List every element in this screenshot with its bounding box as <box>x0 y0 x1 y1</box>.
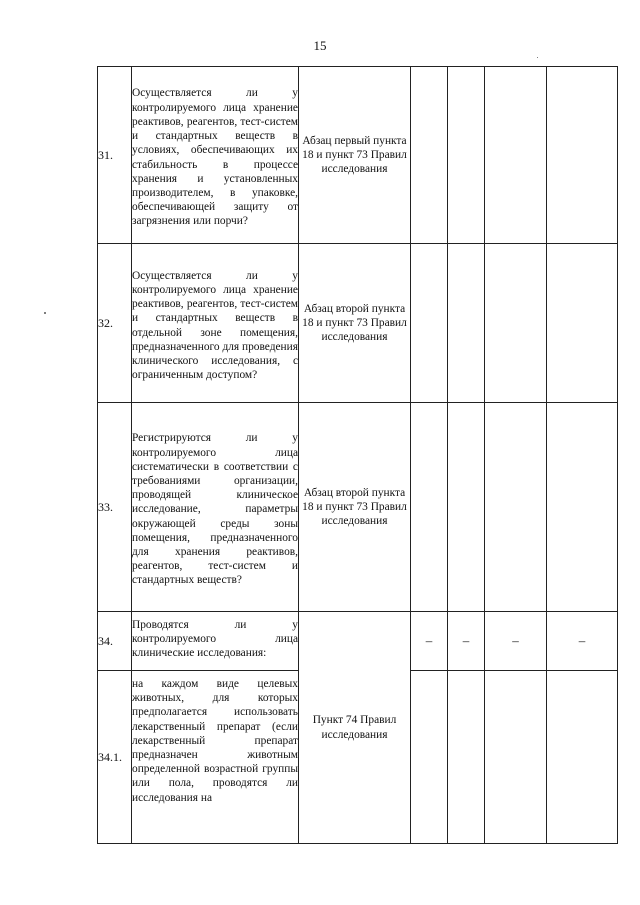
note-cell[interactable] <box>547 671 618 844</box>
row-number: 33. <box>98 403 132 612</box>
table-row <box>98 244 618 403</box>
table-row <box>98 67 618 244</box>
row-number: 31. <box>98 67 132 244</box>
reference-cell: Пункт 74 Правил исследования <box>299 612 411 844</box>
row-number: 32. <box>98 244 132 403</box>
question-text: Осуществляется ли у контролируемого лица хранение реактивов, реагентов, тест-систем и стандартных веществ в условиях, обеспечивающих их стабильность в процессе хранения и установленных производителем, в упаковке, обеспечивающей защиту от загрязнения или порчи? <box>132 87 298 228</box>
reference-cell: Абзац второй пункта 18 и пункт 73 Правил исследования <box>299 244 411 403</box>
answer-no-cell[interactable] <box>448 671 485 844</box>
question-cell <box>132 244 299 403</box>
page-number: 15 <box>313 38 327 53</box>
question-cell <box>132 671 299 844</box>
reference-cell: Абзац второй пункта 18 и пункт 73 Правил исследования <box>299 403 411 612</box>
row-number: 34.1. <box>98 671 132 844</box>
answer-no-cell[interactable] <box>448 244 485 403</box>
note-cell: – <box>547 612 618 671</box>
answer-na-cell[interactable] <box>485 244 547 403</box>
note-cell[interactable] <box>547 244 618 403</box>
question-cell <box>132 403 299 612</box>
table-row <box>98 403 618 612</box>
answer-na-cell[interactable] <box>485 671 547 844</box>
note-cell[interactable] <box>547 403 618 612</box>
table-row <box>98 612 618 671</box>
reference-cell: Абзац первый пункта 18 и пункт 73 Правил исследования <box>299 67 411 244</box>
question-cell <box>132 67 299 244</box>
answer-na-cell[interactable] <box>485 403 547 612</box>
checklist-table <box>97 66 618 844</box>
question-text: Проводятся ли у контролируемого лица клинические исследования: <box>132 619 298 660</box>
answer-yes-cell[interactable] <box>411 67 448 244</box>
answer-yes-cell[interactable] <box>411 403 448 612</box>
answer-no-cell: – <box>448 612 485 671</box>
answer-no-cell[interactable] <box>448 403 485 612</box>
answer-yes-cell[interactable] <box>411 244 448 403</box>
row-number: 34. <box>98 612 132 671</box>
question-text: Осуществляется ли у контролируемого лица хранение реактивов, реагентов, тест-систем и стандартных веществ в отдельной зоне помещения, предназначенного для проведения клинического исследования, с ограниченным доступом? <box>132 269 298 382</box>
question-text: Регистрируются ли у контролируемого лица систематически в соответствии с требованиями организации, проводящей клиническое исследование, параметры окружающей среды зоны помещения, предназначенного для хранения реактивов, реагентов, тест-систем и стандартных веществ? <box>132 432 298 587</box>
scan-speck <box>44 312 46 314</box>
answer-yes-cell: – <box>411 612 448 671</box>
answer-na-cell: – <box>485 612 547 671</box>
question-text: на каждом виде целевых животных, для которых предполагается использовать лекарственный препарат (если лекарственный препарат предназначен животным определенной возрастной группы или пола, проводятся ли исследования на <box>132 678 298 804</box>
question-cell <box>132 612 299 671</box>
answer-na-cell[interactable] <box>485 67 547 244</box>
scan-speck <box>537 57 538 58</box>
answer-no-cell[interactable] <box>448 67 485 244</box>
note-cell[interactable] <box>547 67 618 244</box>
answer-yes-cell[interactable] <box>411 671 448 844</box>
